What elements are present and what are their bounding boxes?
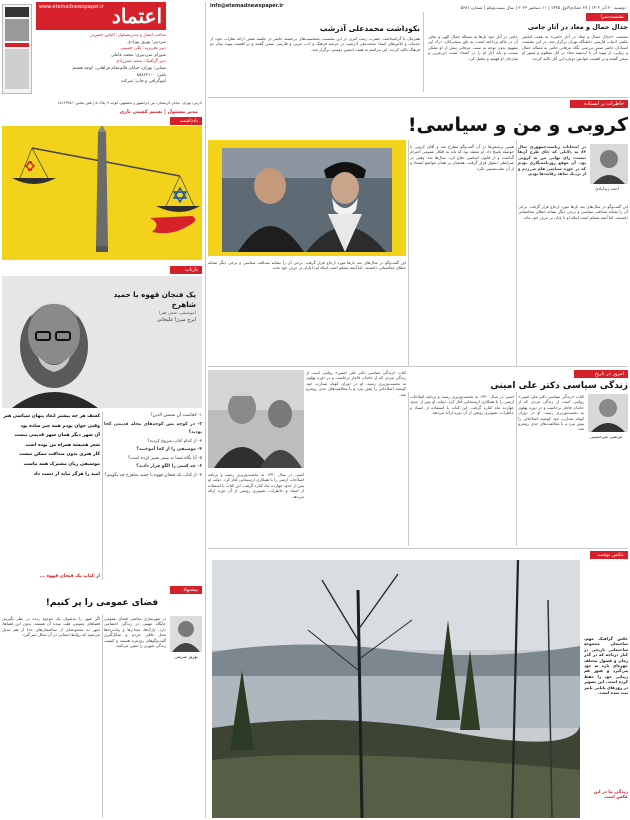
- quote-item: وقتی جوان بودم همه چیز ساده بود: [20, 423, 100, 429]
- staff-line: نشانی: تهران، خیابان قائم‌مقام فراهانی، کوچه هشتم: [72, 65, 166, 71]
- book-subtitle: (موسیقی، شعر، هنر): [158, 310, 196, 315]
- email-link[interactable]: info@etemadnewspaper.ir: [210, 3, 284, 9]
- question-list: [104, 412, 202, 582]
- article-body: کتاب «زندگی سیاسی دکتر علی امینی» روایتی است از زندگی مردی که از خاندان قاجار برخاست و در دوره پهلوی به نخست‌وزیری رسید. او در دوران کوتاه صدارت خود کوشید اصلاحاتی را پیش ببرد و با مخالفت‌های جدی روبه‌رو شد.: [518, 394, 584, 432]
- section-label: نشست‌سرا: [586, 13, 628, 21]
- section-label: یادداشت: [170, 117, 202, 125]
- article-body: کتاب «زندگی سیاسی دکتر علی امینی» روایتی است از زندگی مردی که از خاندان قاجار برخاست و در دوره پهلوی به نخست‌وزیری رسید. او در دوران کوتاه صدارت خود کوشید اصلاحاتی را پیش ببرد و با مخالفت‌های جدی روبه‌رو شد.: [306, 370, 406, 397]
- site-url[interactable]: www.etemadnewspaper.ir: [39, 4, 104, 10]
- question-item: ۵- آیا نگاه شما به شعر تغییر کرده است؟: [127, 455, 202, 461]
- front-page-thumbnail: [2, 4, 32, 94]
- quote-item: موسیقی زبان مشترک همه ماست: [23, 461, 100, 467]
- section-label: بازتاب: [170, 266, 202, 274]
- author-photo: [588, 394, 628, 432]
- logo-block: [36, 2, 166, 30]
- staff-list: [36, 33, 166, 97]
- article-title: جدال جمال و معاد در آثار جامی: [527, 23, 628, 31]
- article-body: این گفت‌وگو در سال‌های بعد بارها مورد ارجاع قرار گرفت. برخی آن را نشانه صداقت سیاسی و برخی دیگر نشانه خطای محاسباتی دانستند. اما آنچه مسلم است اینکه او تا پایان بر حرف خود ماند.: [208, 260, 406, 271]
- article-body: امینی در سال ۱۳۴۰ به نخست‌وزیری رسید و برنامه اصلاحات ارضی را با همکاری ارسنجانی آغاز کرد. دولت او پس از حدود چهارده ماه کناره گرفت. این کتاب با استفاده از اسناد و خاطرات، تصویری روشن از آن دوره ارائه می‌دهد.: [410, 394, 514, 416]
- question-item: ۱- کجاست آن شمس الدین؟: [150, 413, 202, 418]
- book-title: یک فنجان قهوه با حمید شاهرخ: [113, 290, 196, 309]
- article-body: نشست «جدال جمال و معاد در آثار جامی» به همت انجمن علمی ادبیات فارسی دانشگاه تهران برگزار شد. در این نشست استادان حاضر ضمن بررسی نگاه عرفانی جامی به مساله جمال و زیبایی، از پیوند آن با اندیشه معاد در آثار منظوم و منثور او سخن گفتند و بر اهمیت خوانش دوباره این آثار تاکید کردند.: [522, 34, 628, 61]
- staff-line: سردبیر: بهروز بهزادی: [127, 39, 166, 45]
- section-label: امروز در تاریخ: [574, 370, 628, 378]
- main-headline: کروبی و من و سیاسی!: [407, 114, 628, 136]
- quote-item: کشف هر چه بیشتر ابعاد پنهان سیاسی هنر: [3, 414, 100, 419]
- portrait-photo: [2, 276, 202, 408]
- article-title: زندگی سیاسی دکتر علی امینی: [490, 381, 628, 391]
- editor-line: مدیر مسئول | نسیم کشتی ناری: [2, 108, 202, 116]
- history-photo: [208, 370, 304, 468]
- question-item: ۲- در کوچه پس کوچه‌های محله قدیمی کجا بودید؟: [104, 421, 202, 435]
- photo-caption: عکس گرافیک مهم، ساختمان مجموعه ساختمانی تاریخی در کنار دریاچه که در گذر زمان و فصول مختلف چهره‌ای تازه به خود می‌گیرد و هنوز هم زیبایی خود را حفظ کرده است. این تصویر در روزهای پایانی پاییز ثبت شده است.: [584, 636, 628, 696]
- author-name: احمد زیدآبادی: [595, 186, 619, 191]
- author-photo: [590, 144, 628, 184]
- article-body: همین پرسش‌ها در آن گفت‌وگو مطرح شد و آقای کروبی با حوصله پاسخ داد. او معتقد بود که باید به افکار عمومی احترام گذاشت و از قانون اساسی دفاع کرد. سال‌ها بعد، وقتی در شرایطی دشوار قرار گرفت، همچنان بر همان مواضع ایستاد و از آن عقب‌نشینی نکرد.: [410, 144, 514, 171]
- article-body: همزمان با گرامیداشت حضرت زینب کبری در این نشست، شخصیت‌های برجسته حاضر در جلسه ضمن ارائه نظرات خود، از خدمات و تلاش‌های استاد محمدعلی آذرشب در عرصه فرهنگ و ادب عربی و فارسی سخن گفتند و بر اهمیت پیوند میان دو فرهنگ تاکید کردند. این مراسم به همت انجمن دوستی برگزار شد.: [210, 36, 420, 52]
- question-item: ۳- از کدام کتاب شروع کردید؟: [147, 438, 202, 444]
- article-body: امینی در سال ۱۳۴۰ به نخست‌وزیری رسید و برنامه اصلاحات ارضی را با همکاری ارسنجانی آغاز کرد. دولت او پس از حدود چهارده ماه کناره گرفت. این کتاب با استفاده از اسناد و خاطرات، تصویری روشن از آن دوره ارائه می‌دهد.: [208, 472, 304, 499]
- article-lede: در انتخابات ریاست‌جمهوری سال ۸۴ به دلایلی که جای طرح آن‌ها نیست، رای نهایی من به کروبی بود. آن موقع روزنامه‌نگاری بودم که در حوزه سیاسی قلم می‌زدم و از نزدیک شاهد رقابت‌ها بودم.: [518, 144, 586, 177]
- staff-line: دبیر گرافیک: سعید شیرزادی: [115, 59, 166, 65]
- photo-caption-highlight: زندگی ما در این عکس است: [593, 790, 628, 801]
- article-body: این گفت‌وگو در سال‌های بعد بارها مورد ارجاع قرار گرفت. برخی آن را نشانه صداقت سیاسی و برخی دیگر نشانه خطای محاسباتی دانستند. اما آنچه مسلم است اینکه او تا پایان بر حرف خود ماند.: [518, 204, 628, 220]
- quote-item: کار هنری بدون صداقت ممکن نیست: [19, 452, 100, 458]
- main-photo: [208, 140, 406, 256]
- quote-item: شعر همیشه همراه من بوده است: [25, 442, 100, 448]
- address-line: آدرس: تهران، خیابان کریمخان، بین ایرانشهر و ماهشهر، کوچه ۹، پلاک ۵ | تلفن تماس: ۸۸۱۲۳۴۵۶: [57, 101, 202, 105]
- staff-line: لیتوگرافی و چاپ: شرکت: [120, 79, 166, 85]
- question-item: ۴- موسیقی را از کجا آموختید؟: [136, 447, 202, 452]
- quote-footer: از کتاب یک فنجان قهوه ...: [39, 574, 100, 579]
- author-photo: [170, 616, 202, 652]
- landscape-photo: [212, 560, 580, 818]
- staff-line: صاحب امتیاز و مدیرمسئول: الیاس حضرتی: [89, 33, 166, 38]
- cartoon-illustration: [2, 126, 202, 260]
- quote-item: آن شهر دیگر همان شهر قدیمی نیست: [14, 433, 100, 439]
- article-body: اگر شهر را به‌عنوان یک موجود زنده در نظر بگیریم، فضاهای عمومی قلب تپنده آن هستند. بدون این فضاها، شهر به مجموعه‌ای از ساختمان‌های جدا از هم تبدیل می‌شود که روابط انسانی در آن شکل نمی‌گیرد.: [2, 616, 100, 638]
- article-body: در شهرسازی معاصر، فضای عمومی جایگاه مهمی در زندگی اجتماعی دارد. پارک‌ها، میدان‌ها و پیاده‌راه‌ها محل تلاقی مردم و شکل‌گیری گفت‌وگوهای روزمره هستند و کیفیت زندگی شهری را تعیین می‌کنند.: [104, 616, 166, 649]
- question-item: ۶- چه کسی را الگو قرار دادید؟: [136, 464, 202, 469]
- masthead: [2, 2, 168, 100]
- article-title: نکوداشت محمدعلی آذرشب: [319, 24, 420, 33]
- section-label: پیشنهاد: [170, 586, 202, 594]
- section-label: خاطرات بر ایستاده: [570, 100, 628, 108]
- book-author: ایرج میرزا علیخانی: [156, 317, 196, 323]
- section-label: عکس نوشت: [590, 551, 628, 559]
- staff-line: شورای سردبیری: محمد عاملی: [110, 52, 166, 58]
- date-line: دوشنبه ۲۰ آذر ۱۴۰۲ | ۲۷ جمادی‌الاول ۱۴۴۵ | ۱۱ دسامبر ۲۰۲۳ | سال بیست‌ویکم | شماره ۵۶۸۱: [460, 5, 626, 10]
- staff-line: تلفن: ۸۸۸۶۲۱۰۰: [136, 72, 166, 78]
- author-name: بهروز شریفی: [174, 654, 198, 659]
- quote-item: امید را هرگز نباید از دست داد: [33, 471, 100, 477]
- newspaper-logo: اعتماد: [111, 4, 162, 28]
- author-name: مرتضی میرحسینی: [589, 434, 623, 439]
- article-body: جامی در آثار خود بارها به مساله جمال الهی و تجلی آن در عالم پرداخته است. به باور سخنرانان، درک این مفهوم بدون توجه به سنت عرفانی پیش از او ممکن نیست و باید آثار او را در امتداد سنت ابن‌عربی و شارحان او فهمید و تحلیل کرد.: [428, 34, 518, 61]
- article-title: فضای عمومی را پر کنیم!: [45, 598, 159, 608]
- question-item: ۷- از کتاب یک فنجان قهوه با حمید شاهرخ چه بگوییم؟: [104, 472, 202, 478]
- staff-line: دبیر تحریریه: علی حسینی: [120, 46, 166, 52]
- quote-list: [2, 412, 100, 572]
